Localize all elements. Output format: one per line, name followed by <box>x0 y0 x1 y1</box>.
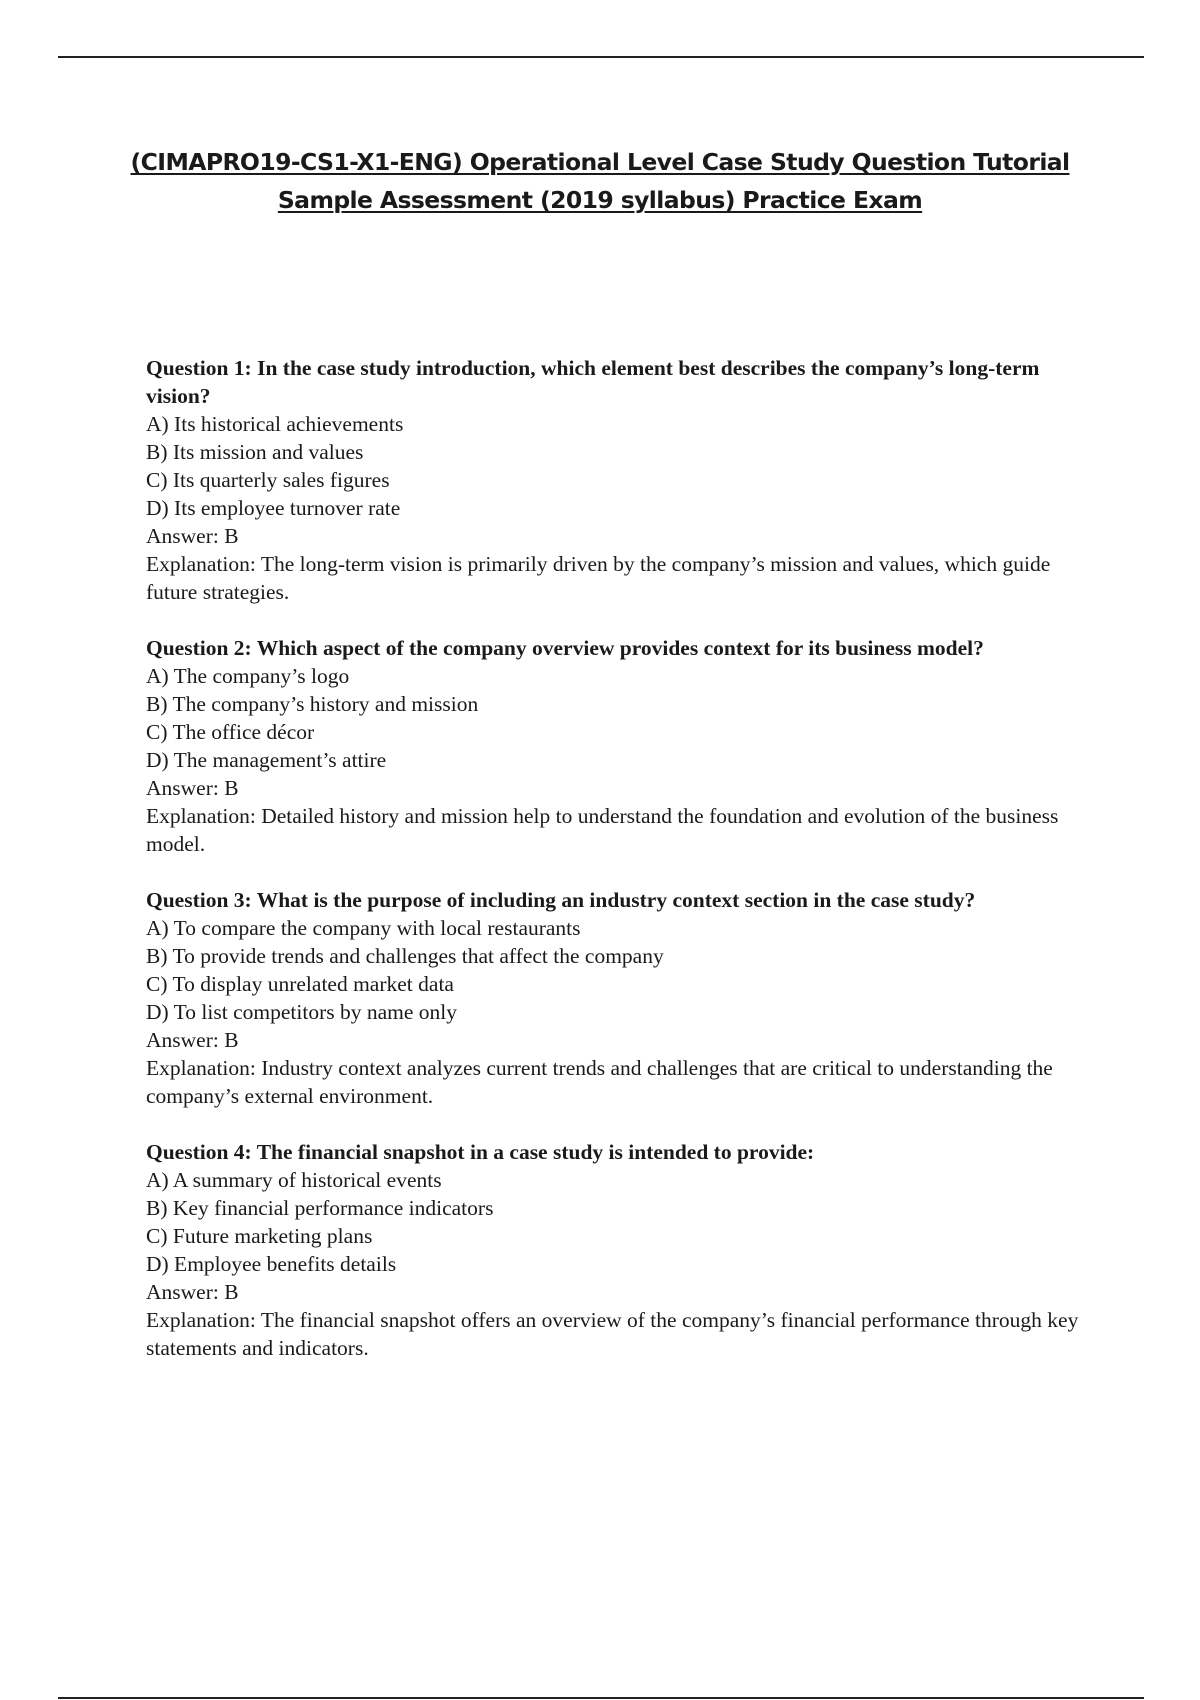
option-b: B) Key financial performance indicators <box>146 1196 494 1220</box>
option-b: B) The company’s history and mission <box>146 692 479 716</box>
explanation: Explanation: The financial snapshot offers an overview of the company’s financial performance through key statements and indicators. <box>146 1308 1079 1360</box>
option-a: A) Its historical achievements <box>146 412 404 436</box>
option-a: A) A summary of historical events <box>146 1168 442 1192</box>
explanation: Explanation: Industry context analyzes current trends and challenges that are critical to understanding the company’s external environment. <box>146 1056 1053 1108</box>
title-line-1: (CIMAPRO19-CS1-X1-ENG) Operational Level Case Study Question Tutorial <box>130 148 1070 176</box>
title-line-2: Sample Assessment (2019 syllabus) Practice Exam <box>277 186 923 214</box>
top-divider <box>58 56 1144 58</box>
option-c: C) Future marketing plans <box>146 1224 373 1248</box>
option-d: D) Its employee turnover rate <box>146 496 401 520</box>
option-b: B) Its mission and values <box>146 440 364 464</box>
explanation: Explanation: The long-term vision is primarily driven by the company’s mission and values, which guide future strategies. <box>146 552 1051 604</box>
option-a: A) The company’s logo <box>146 664 350 688</box>
option-a: A) To compare the company with local restaurants <box>146 916 581 940</box>
answer: Answer: B <box>146 1280 239 1304</box>
question-1 <box>146 354 1096 606</box>
option-d: D) To list competitors by name only <box>146 1000 458 1024</box>
question-4 <box>146 1138 1096 1362</box>
option-d: D) The management’s attire <box>146 748 387 772</box>
option-b: B) To provide trends and challenges that affect the company <box>146 944 664 968</box>
option-c: C) The office décor <box>146 720 315 744</box>
explanation: Explanation: Detailed history and mission help to understand the foundation and evolution of the business model. <box>146 804 1059 856</box>
option-d: D) Employee benefits details <box>146 1252 397 1276</box>
question-2 <box>146 634 1096 858</box>
bottom-divider <box>58 1697 1144 1699</box>
question-text: Question 3: What is the purpose of including an industry context section in the case study? <box>146 888 976 912</box>
question-text: Question 4: The financial snapshot in a case study is intended to provide: <box>146 1140 815 1164</box>
option-c: C) Its quarterly sales figures <box>146 468 390 492</box>
question-3 <box>146 886 1096 1110</box>
answer: Answer: B <box>146 524 239 548</box>
question-list <box>146 354 1096 1390</box>
question-text: Question 1: In the case study introduction, which element best describes the company’s long-term vision? <box>146 356 1040 408</box>
answer: Answer: B <box>146 1028 239 1052</box>
answer: Answer: B <box>146 776 239 800</box>
question-text: Question 2: Which aspect of the company overview provides context for its business model? <box>146 636 984 660</box>
option-c: C) To display unrelated market data <box>146 972 454 996</box>
document-title <box>100 143 1100 219</box>
